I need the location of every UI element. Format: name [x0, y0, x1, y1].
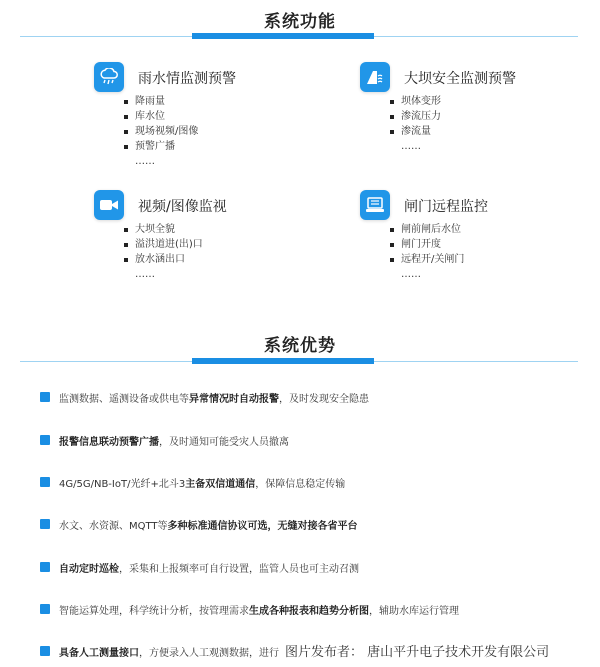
feature-items	[124, 94, 198, 169]
list-item-more: ……	[135, 269, 155, 280]
advantage-highlight: 多种标准通信协议可选，无缝对接各省平台	[167, 520, 358, 532]
rain-cloud-icon	[94, 62, 124, 92]
feature-title: 视频/图像监视	[138, 199, 227, 215]
advantage-highlight: 主备双信道通信	[185, 478, 256, 490]
advantage-item	[40, 516, 358, 532]
feature-title: 雨水情监测预警	[138, 71, 236, 87]
section-title-advantages: 系统优势	[264, 336, 336, 356]
bullet-square-icon	[40, 435, 50, 445]
list-item: 降雨量	[124, 94, 198, 109]
advantage-highlight: 报警信息联动预警广播	[59, 436, 159, 448]
list-item-more: ……	[401, 269, 421, 280]
feature-items	[124, 222, 203, 282]
feature-title: 大坝安全监测预警	[404, 71, 516, 87]
list-item: 放水涵出口	[124, 252, 203, 267]
list-item-more: ……	[135, 156, 155, 167]
advantage-text: ，保障信息稳定传输	[255, 478, 346, 490]
list-item: 渗流量	[390, 124, 441, 139]
advantage-text: 智能运算处理，科学统计分析，按管理需求	[59, 605, 249, 617]
advantage-highlight: 异常情况时自动报警	[189, 393, 279, 405]
list-item: 溢洪道进(出)口	[124, 237, 203, 252]
advantage-highlight: 具备人工测量接口	[59, 647, 139, 659]
advantage-text: ，采集和上报频率可自行设置，监管人员也可主动召测	[119, 563, 359, 575]
list-item: 坝体变形	[390, 94, 441, 109]
bullet-square-icon	[40, 477, 50, 487]
bullet-square-icon	[40, 392, 50, 402]
advantage-text: ，辅助水库运行管理	[369, 605, 459, 617]
section-accent-bar	[192, 358, 374, 364]
advantage-item	[40, 601, 459, 617]
feature-items	[390, 94, 441, 154]
advantage-item	[40, 389, 369, 405]
list-item: 大坝全貌	[124, 222, 203, 237]
section-accent-bar	[192, 33, 374, 39]
feature-items	[390, 222, 464, 282]
advantage-item	[40, 432, 289, 448]
list-item-more: ……	[401, 141, 421, 152]
bullet-square-icon	[40, 604, 50, 614]
bullet-square-icon	[40, 562, 50, 572]
section-title-functions: 系统功能	[264, 12, 336, 32]
advantage-text: ，方便录入人工观测数据，进行	[139, 647, 279, 659]
list-item: 闸门开度	[390, 237, 464, 252]
advantage-highlight: 生成各种报表和趋势分析图	[249, 605, 369, 617]
list-item: 现场视频/图像	[124, 124, 198, 139]
list-item: 预警广播	[124, 139, 198, 154]
list-item: 远程开/关闸门	[390, 252, 464, 267]
list-item: 渗流压力	[390, 109, 441, 124]
advantage-text: ，及时发现安全隐患	[279, 393, 369, 405]
advantage-text: 水文、水资源、MQTT等	[59, 520, 168, 532]
publisher-watermark: 图片发布者： 唐山平升电子技术开发有限公司	[285, 645, 550, 660]
gate-monitor-icon	[360, 190, 390, 220]
advantage-item	[40, 559, 359, 575]
advantage-highlight: 自动定时巡检	[59, 563, 119, 575]
video-camera-icon	[94, 190, 124, 220]
advantage-text: 监测数据、遥测设备或供电等	[59, 393, 189, 405]
advantage-item	[40, 474, 345, 490]
advantage-text: ，及时通知可能受灾人员撤离	[159, 436, 289, 448]
advantage-item	[40, 643, 279, 659]
dam-icon	[360, 62, 390, 92]
list-item: 闸前闸后水位	[390, 222, 464, 237]
feature-title: 闸门远程监控	[404, 199, 488, 215]
bullet-square-icon	[40, 519, 50, 529]
list-item: 库水位	[124, 109, 198, 124]
bullet-square-icon	[40, 646, 50, 656]
advantage-text: 4G/5G/NB-IoT/光纤+北斗3	[59, 478, 186, 490]
